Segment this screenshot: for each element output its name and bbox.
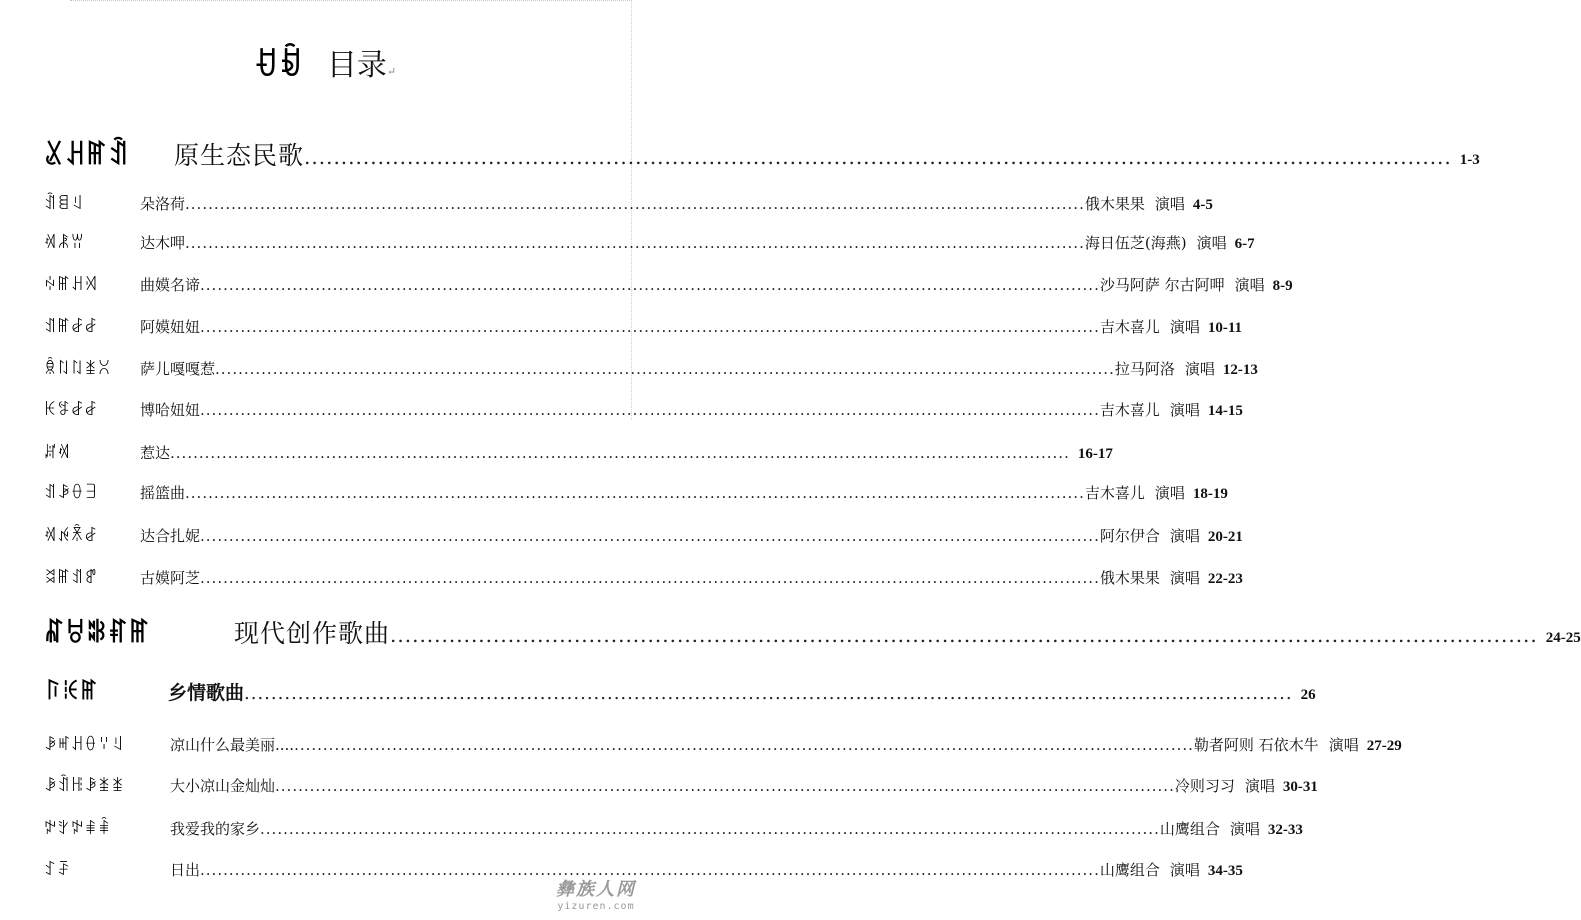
page-range: 32-33	[1267, 822, 1303, 838]
item-performer: 吉木喜儿	[1084, 484, 1145, 502]
item-title: 古嫫阿芝	[140, 569, 201, 587]
page-range: 20-21	[1207, 529, 1243, 545]
item-yi-glyph: ꉢꇬꉢꑌꑋ	[44, 819, 112, 838]
item-yi-glyph: ꈬꂵꀊꍗ	[44, 568, 98, 587]
toc-item[interactable]	[44, 357, 1258, 379]
item-title: 我爱我的家乡	[170, 820, 261, 838]
item-performer: 沙马阿萨 尔古阿呷	[1099, 276, 1225, 294]
item-sing-label: 演唱	[1244, 777, 1275, 795]
top-dotted-rule	[70, 0, 630, 1]
item-performer: 吉木喜儿	[1099, 318, 1160, 336]
toc-item[interactable]	[44, 273, 1293, 295]
item-performer: 勒者阿则 石依木牛	[1193, 736, 1319, 754]
item-sing-label: 演唱	[1234, 276, 1265, 294]
item-yi-glyph: ꉘꄚ	[44, 860, 71, 879]
subsection-title: 乡情歌曲	[168, 682, 245, 704]
item-sing-label: 演唱	[1154, 484, 1185, 502]
watermark-name: 彝族人网	[556, 879, 636, 900]
item-yi-glyph: ꏦꄊ	[44, 443, 71, 462]
page-range: 1-3	[1459, 152, 1480, 168]
leader-dots: ............................................................................................................................................................	[200, 318, 1100, 336]
item-title: 凉山什么最美丽....	[170, 736, 295, 754]
leader-dots: ............................................................................................................................................................	[304, 145, 1452, 169]
leader-dots: ............................................................................................................................................................	[294, 736, 1194, 754]
item-sing-label: 演唱	[1169, 401, 1200, 419]
item-yi-glyph: ꀉꁌꆹ	[44, 194, 85, 213]
section-yi-glyph: ꉾꀞꄀꐥꂵ	[44, 619, 151, 649]
item-sing-label: 演唱	[1169, 318, 1200, 336]
leader-dots: ............................................................................................................................................................	[185, 484, 1085, 502]
toc-item[interactable]	[44, 441, 1113, 463]
page-range: 27-29	[1366, 738, 1402, 754]
item-yi-glyph: ꀊꂵꆀꆀ	[44, 317, 98, 336]
leader-dots: ............................................................................................................................................................	[244, 683, 1293, 704]
item-yi-glyph: ꀘꉎꆀꆀ	[44, 400, 98, 419]
leader-dots: ............................................................................................................................................................	[260, 820, 1160, 838]
toc-item[interactable]	[44, 524, 1243, 546]
item-sing-label: 演唱	[1169, 527, 1200, 545]
item-title: 达合扎妮	[140, 527, 201, 545]
page-range: 8-9	[1272, 278, 1293, 294]
toc-item[interactable]	[44, 566, 1243, 588]
toc-item[interactable]	[44, 817, 1303, 839]
leader-dots: ............................................................................................................................................................	[185, 195, 1085, 213]
subsection-yi-glyph: ꑍꏅꂵ	[44, 680, 99, 705]
item-title: 阿嫫妞妞	[140, 318, 201, 336]
item-performer: 冷则习习	[1174, 777, 1235, 795]
toc-item[interactable]	[44, 192, 1213, 214]
item-sing-label: 演唱	[1229, 820, 1260, 838]
item-performer: 拉马阿洛	[1114, 360, 1175, 378]
section-yi-glyph: ꊪꃅꂵꀉ	[44, 141, 130, 171]
page-range: 12-13	[1222, 362, 1258, 378]
toc-item[interactable]	[44, 315, 1243, 337]
toc-section-folk-songs[interactable]	[44, 136, 1480, 172]
page-range: 26	[1300, 687, 1316, 703]
item-title: 博哈妞妞	[140, 401, 201, 419]
page-range: 22-23	[1207, 571, 1243, 587]
item-title: 摇篮曲	[140, 484, 186, 502]
item-sing-label: 演唱	[1196, 234, 1227, 252]
item-sing-label: 演唱	[1184, 360, 1215, 378]
toc-item[interactable]	[44, 481, 1228, 503]
item-yi-glyph: ꆃꎭꃅꂷꈌꆹ	[44, 735, 125, 754]
toc-item[interactable]	[44, 858, 1243, 880]
document-title	[0, 40, 650, 84]
section-title: 原生态民歌	[174, 141, 305, 170]
item-title: 朵洛荷	[140, 195, 186, 213]
item-sing-label: 演唱	[1154, 195, 1185, 213]
item-performer: 海日伍芝(海燕)	[1084, 234, 1187, 252]
item-title: 惹达	[140, 444, 171, 462]
item-title: 大小凉山金灿灿	[170, 777, 276, 795]
page-range: 24-25	[1545, 630, 1581, 646]
item-title: 萨儿嘎嘎惹	[140, 360, 216, 378]
page-range: 6-7	[1234, 236, 1255, 252]
toc-section-modern-songs[interactable]	[44, 614, 1581, 650]
leader-dots: ............................................................................................................................................................	[200, 569, 1100, 587]
item-sing-label: 演唱	[1169, 861, 1200, 879]
leader-dots: ............................................................................................................................................................	[170, 444, 1070, 462]
toc-item[interactable]	[44, 733, 1402, 755]
page-range: 16-17	[1077, 446, 1113, 462]
item-yi-glyph: ꆃꀉꆿꆃꁧꁧ	[44, 776, 125, 795]
item-performer: 山鹰组合	[1099, 861, 1160, 879]
item-yi-glyph: ꏢꂵꃅꄉ	[44, 275, 98, 294]
page-range: 14-15	[1207, 403, 1243, 419]
watermark-url: yizuren.com	[557, 901, 635, 912]
leader-dots: ............................................................................................................................................................	[200, 527, 1100, 545]
item-performer: 山鹰组合	[1159, 820, 1220, 838]
leader-dots: ............................................................................................................................................................	[185, 234, 1085, 252]
page-range: 4-5	[1192, 197, 1213, 213]
title-yi-glyph: ꀀꀁ	[253, 48, 303, 83]
paragraph-mark-icon: ↵	[386, 65, 397, 78]
leader-dots: ............................................................................................................................................................	[215, 360, 1115, 378]
item-title: 日出	[170, 861, 201, 879]
site-watermark	[556, 875, 636, 912]
item-sing-label: 演唱	[1169, 569, 1200, 587]
page-range: 18-19	[1192, 486, 1228, 502]
toc-item[interactable]	[44, 774, 1318, 796]
item-performer: 阿尔伊合	[1099, 527, 1160, 545]
leader-dots: ............................................................................................................................................................	[200, 401, 1100, 419]
item-yi-glyph: ꄊꂿꀕ	[44, 233, 85, 252]
page-range: 34-35	[1207, 863, 1243, 879]
item-title: 曲嫫名谛	[140, 276, 201, 294]
toc-item[interactable]	[44, 398, 1243, 420]
leader-dots: ............................................................................................................................................................	[390, 623, 1538, 647]
item-yi-glyph: ꀊꆃꂷꎆ	[44, 483, 98, 502]
item-performer: 吉木喜儿	[1099, 401, 1160, 419]
leader-dots: ............................................................................................................................................................	[200, 276, 1100, 294]
item-title: 达木呷	[140, 234, 186, 252]
leader-dots: ............................................................................................................................................................	[275, 777, 1175, 795]
title-text: 目录	[326, 48, 387, 83]
item-performer: 俄木果果	[1084, 195, 1145, 213]
item-sing-label: 演唱	[1328, 736, 1359, 754]
toc-subsection-hometown-songs[interactable]	[44, 676, 1316, 705]
toc-item[interactable]	[44, 231, 1255, 253]
item-yi-glyph: ꄊꉌꍮꆀ	[44, 526, 98, 545]
section-title: 现代创作歌曲	[234, 619, 391, 648]
page-range: 30-31	[1282, 779, 1318, 795]
leader-dots: ............................................................................................................................................................	[200, 861, 1100, 879]
item-performer: 俄木果果	[1099, 569, 1160, 587]
page-range: 10-11	[1207, 320, 1243, 336]
item-yi-glyph: ꌊꇁꇁꁧꇤ	[44, 359, 112, 378]
